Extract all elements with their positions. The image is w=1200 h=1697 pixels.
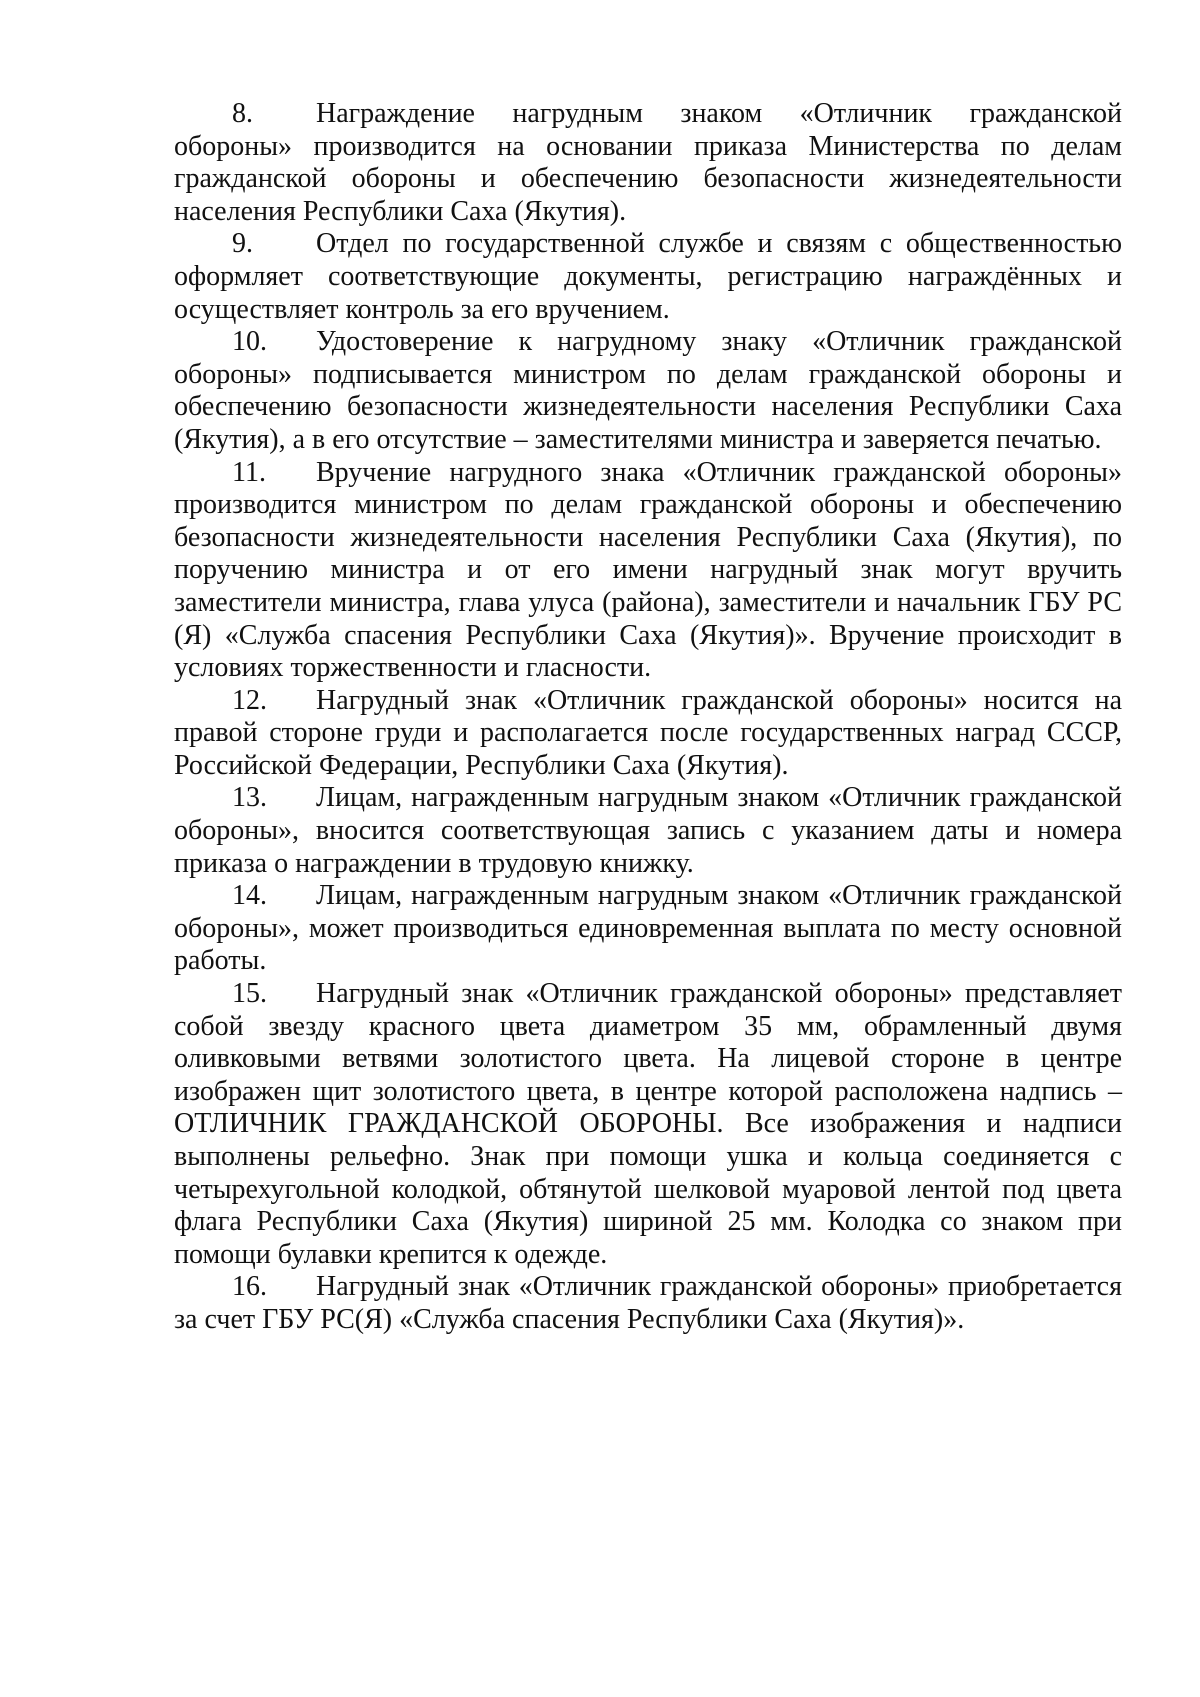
clause-number: 13.: [232, 782, 267, 814]
clause-text: Удостоверение к нагрудному знаку «Отличник гражданской обороны» подписывается министром по делам гражданской обороны и обеспечению безопасности жизнедеятельности населения Республики Саха (Якутия), а в его отсутствие – заместителями министра и заверяется печатью.: [174, 326, 1122, 455]
clause-8: [174, 98, 1122, 228]
clause-text: Нагрудный знак «Отличник гражданской обороны» приобретается за счет ГБУ РС(Я) «Служба спасения Республики Саха (Якутия)».: [174, 1271, 1122, 1335]
clause-number: 14.: [232, 880, 267, 912]
clause-number: 11.: [232, 456, 266, 488]
clause-text: Лицам, награжденным нагрудным знаком «Отличник гражданской обороны», может производиться единовременная выплата по месту основной работы.: [174, 880, 1122, 977]
clause-number: 16.: [232, 1271, 267, 1303]
clause-number: 15.: [232, 978, 267, 1010]
clause-13: [174, 782, 1122, 880]
clause-text: Лицам, награжденным нагрудным знаком «Отличник гражданской обороны», вносится соответствующая запись с указанием даты и номера приказа о награждении в трудовую книжку.: [174, 782, 1122, 879]
clause-15: [174, 978, 1122, 1271]
clause-9: [174, 228, 1122, 326]
document-page: [174, 98, 1122, 1337]
clause-text: Награждение нагрудным знаком «Отличник гражданской обороны» производится на основании приказа Министерства по делам гражданской обороны и обеспечению безопасности жизнедеятельности населения Республики Саха (Якутия).: [174, 98, 1122, 227]
clause-number: 9.: [232, 228, 253, 260]
clause-number: 12.: [232, 684, 267, 716]
clause-number: 10.: [232, 326, 267, 358]
clause-16: [174, 1271, 1122, 1336]
clause-10: [174, 326, 1122, 456]
clause-text: Нагрудный знак «Отличник гражданской обороны» носится на правой стороне груди и располагается после государственных наград СССР, Российской Федерации, Республики Саха (Якутия).: [174, 684, 1122, 781]
clause-14: [174, 880, 1122, 978]
clause-11: [174, 457, 1122, 685]
clause-text: Вручение нагрудного знака «Отличник гражданской обороны» производится министром по делам гражданской обороны и обеспечению безопасности жизнедеятельности населения Республики Саха (Якутия), по поручению министра и от его имени нагрудный знак могут вручить заместители министра, глава улуса (района), заместители и начальник ГБУ РС (Я) «Служба спасения Республики Саха (Якутия)». Вручение происходит в условиях торжественности и гласности.: [174, 456, 1122, 684]
clause-text: Отдел по государственной службе и связям с общественностью оформляет соответствующие документы, регистрацию награждённых и осуществляет контроль за его вручением.: [174, 228, 1122, 325]
clause-12: [174, 685, 1122, 783]
clause-text: Нагрудный знак «Отличник гражданской обороны» представляет собой звезду красного цвета диаметром 35 мм, обрамленный двумя оливковыми ветвями золотистого цвета. На лицевой стороне в центре изображен щит золотистого цвета, в центре которой расположена надпись – ОТЛИЧНИК ГРАЖДАНСКОЙ ОБОРОНЫ. Все изображения и надписи выполнены рельефно. Знак при помощи ушка и кольца соединяется с четырехугольной колодкой, обтянутой шелковой муаровой лентой под цвета флага Республики Саха (Якутия) шириной 25 мм. Колодка со знаком при помощи булавки крепится к одежде.: [174, 978, 1122, 1270]
clause-number: 8.: [232, 98, 253, 129]
